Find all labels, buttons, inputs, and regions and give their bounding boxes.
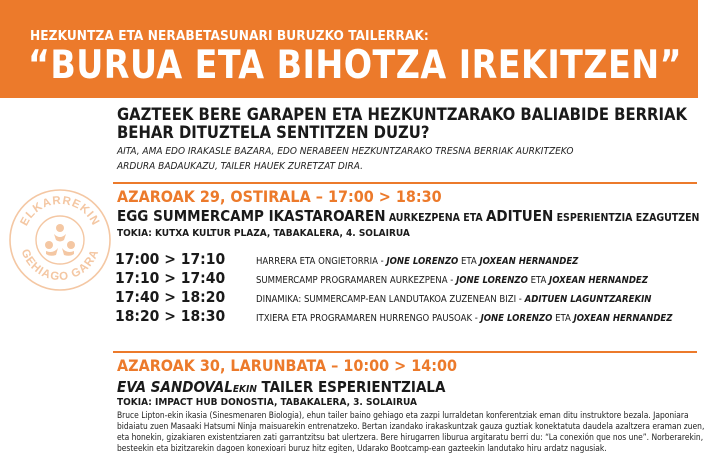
event2-place: TOKIA: IMPACT HUB DONOSTIA, TABAKALERA, 3. SOLAIRUA <box>117 397 417 408</box>
event1-schedule <box>115 250 705 326</box>
event2-body: Bruce Lipton-ekin ikasia (Sinesmenaren Biologia), ehun tailer baino gehiago eta zazpi lurraldetan konferentziak eman ditu instruktore bezala. Japoniara bidaiatu zuen Masaaki Hatsumi Ninja maisuarekin entrenatzeko. Bertan izandako irakaskuntzak gauza guztiak konektatuta daudela azaltzera eraman zuen, eta honekin, gizakiaren existentziaren zati garrantzitsu bat ulertzera. Bere hirugarren liburua argitaratu berri du: “La conexión que nos une”. Norberarekin, besteekin eta bizitzarekin dagoen konexioari buruz hitz egiten, Udarako Bootcamp-ean gazteekin landutako hiru ardatz nagusiak. <box>117 410 705 453</box>
schedule-desc: SUMMERCAMP PROGRAMAREN AURKEZPENA - JONE LORENZO ETA JOXEAN HERNANDEZ <box>256 275 648 286</box>
schedule-row <box>115 307 705 326</box>
svg-text:GEHIAGO GARA <box>18 247 101 283</box>
intro-question-line2: BEHAR DITUZTELA SENTITZEN DUZU? <box>117 123 430 142</box>
event2-date: AZAROAK 30, LARUNBATA – 10:00 > 14:00 <box>117 356 458 375</box>
schedule-time: 17:10 > 17:40 <box>115 269 226 287</box>
event1-date: AZAROAK 29, OSTIRALA – 17:00 > 18:30 <box>117 187 442 206</box>
schedule-row <box>115 269 705 288</box>
intro-section <box>117 106 697 174</box>
event2-title <box>117 378 445 396</box>
elkarrekin-seal-icon <box>8 188 112 292</box>
schedule-time: 17:40 > 18:20 <box>115 288 226 306</box>
event1-title-d: ESPERIENTZIA EZAGUTZEN <box>553 212 700 224</box>
schedule-desc: HARRERA ETA ONGIETORRIA - JONE LORENZO ETA JOXEAN HERNANDEZ <box>256 256 579 267</box>
event1-title-b: AURKEZPENA ETA <box>385 212 486 224</box>
divider-event1 <box>113 182 697 184</box>
schedule-desc: ITXIERA ETA PROGRAMAREN HURRENGO PAUSOAK - JONE LORENZO ETA JOXEAN HERNANDEZ <box>256 313 673 324</box>
event1-title-c: ADITUEN <box>485 207 554 225</box>
seal-bottom-text: GEHIAGO GARA <box>18 247 102 284</box>
intro-note-line2: ARDURA BADAUKAZU, TAILER HAUEK ZURETZAT DIRA. <box>117 161 363 172</box>
divider-event2 <box>113 351 697 353</box>
event1-title <box>117 207 699 225</box>
schedule-time: 18:20 > 18:30 <box>115 307 226 325</box>
banner-title: “BURUA ETA BIHOTZA IREKITZEN” <box>28 43 683 88</box>
schedule-row <box>115 250 705 269</box>
event1-place: TOKIA: KUTXA KULTUR PLAZA, TABAKALERA, 4. SOLAIRUA <box>117 228 410 239</box>
schedule-row <box>115 288 705 307</box>
event2-name: EVA SANDOVAL <box>117 378 233 396</box>
schedule-time: 17:00 > 17:10 <box>115 250 226 268</box>
event2-name-suffix: EKIN <box>232 384 257 395</box>
schedule-desc: DINAMIKA: SUMMERCAMP-EAN LANDUTAKOA ZUZENEAN BIZI - ADITUEN LAGUNTZAREKIN <box>256 294 652 305</box>
event1-title-a: EGG SUMMERCAMP IKASTAROAREN <box>117 207 386 225</box>
intro-note <box>117 144 697 174</box>
event2-title-text: TAILER ESPERIENTZIALA <box>256 378 446 396</box>
banner-subtitle: HEZKUNTZA ETA NERABETASUNARI BURUZKO TAILERRAK: <box>30 28 429 44</box>
header-banner <box>0 0 698 98</box>
intro-question-line1: GAZTEEK BERE GARAPEN ETA HEZKUNTZARAKO BALIABIDE BERRIAK <box>117 105 687 124</box>
intro-note-line1: AITA, AMA EDO IRAKASLE BAZARA, EDO NERABEEN HEZKUNTZARAKO TRESNA BERRIAK AURKITZEKO <box>117 146 574 157</box>
seal-top-text: ELKARREKIN <box>18 194 102 228</box>
